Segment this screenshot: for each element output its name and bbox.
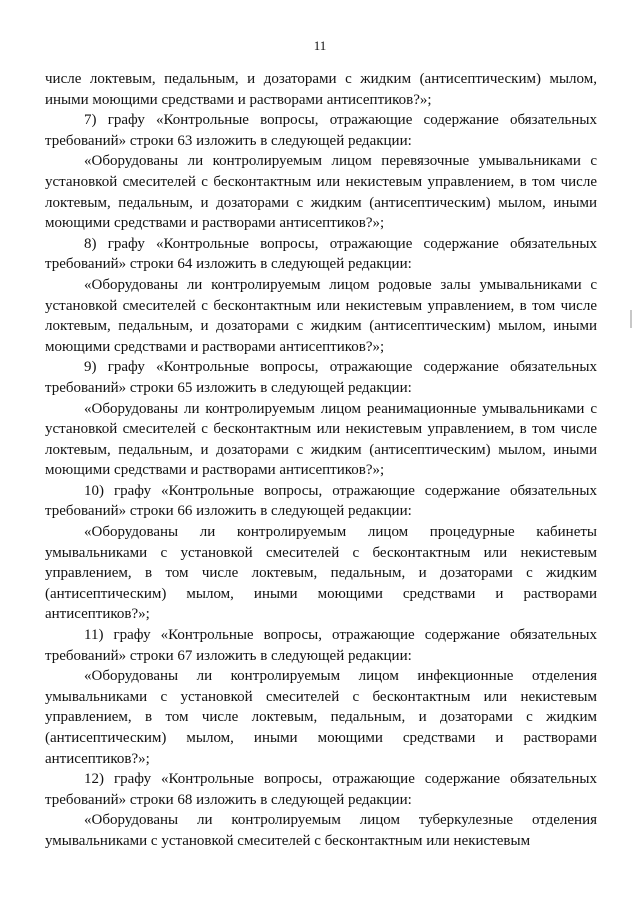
paragraph-item-8-quote: «Оборудованы ли контролируемым лицом родовые залы умывальниками с установкой смесителей с бесконтактным или некистевым управлением, в том числе локтевым, педальным, и дозаторами с жидким (антисептическим) мылом, иными моющими средствами и растворами антисептиков?»; <box>45 276 597 355</box>
paragraph-item-11-quote: «Оборудованы ли контролируемым лицом инфекционные отделения умывальниками с установкой смесителей с бесконтактным или некистевым управлением, в том числе локтевым, педальным, и дозаторами с жидким (антисептическим) мылом, иными моющими средствами и растворами антисептиков?»; <box>45 668 597 767</box>
paragraph-item-12-quote: «Оборудованы ли контролируемым лицом туберкулезные отделения умывальниками с установкой смесителей с бесконтактным или некистевым <box>45 812 597 849</box>
paragraph-item-7-quote: «Оборудованы ли контролируемым лицом перевязочные умывальниками с установкой смесителей с бесконтактным или некистевым управлением, в том числе локтевым, педальным, и дозаторами с жидким (антисептическим) мылом, иными моющими средствами и растворами антисептиков?»; <box>45 153 597 232</box>
paragraph-item-11-instruction: 11) графу «Контрольные вопросы, отражающие содержание обязательных требований» строки 67 изложить в следующей редакции: <box>45 627 597 664</box>
paragraph-item-9-instruction: 9) графу «Контрольные вопросы, отражающие содержание обязательных требований» строки 65 изложить в следующей редакции: <box>45 359 597 396</box>
paragraph-item-7-instruction: 7) графу «Контрольные вопросы, отражающие содержание обязательных требований» строки 63 изложить в следующей редакции: <box>45 112 597 149</box>
page-number: 11 <box>313 38 327 53</box>
scan-edge-mark <box>630 310 632 328</box>
document-body <box>45 69 597 852</box>
paragraph-item-10-instruction: 10) графу «Контрольные вопросы, отражающие содержание обязательных требований» строки 66 изложить в следующей редакции: <box>45 482 597 520</box>
paragraph-continuation: числе локтевым, педальным, и дозаторами с жидким (антисептическим) мылом, иными моющими средствами и растворами антисептиков?»; <box>45 71 597 108</box>
paragraph-item-10-quote: «Оборудованы ли контролируемым лицом процедурные кабинеты умывальниками с установкой смесителей с бесконтактным или некистевым управлением, в том числе локтевым, педальным, и дозаторами с жидким (антисептическим) мылом, иными моющими средствами и растворами антисептиков?»; <box>45 524 597 623</box>
paragraph-item-12-instruction: 12) графу «Контрольные вопросы, отражающие содержание обязательных требований» строки 68 изложить в следующей редакции: <box>45 771 597 808</box>
paragraph-item-8-instruction: 8) графу «Контрольные вопросы, отражающие содержание обязательных требований» строки 64 изложить в следующей редакции: <box>45 235 597 273</box>
paragraph-item-9-quote: «Оборудованы ли контролируемым лицом реанимационные умывальниками с установкой смесителей с бесконтактным или некистевым управлением, в том числе локтевым, педальным, и дозаторами с жидким (антисептическим) мылом, иными моющими средствами и растворами антисептиков?»; <box>45 400 597 479</box>
